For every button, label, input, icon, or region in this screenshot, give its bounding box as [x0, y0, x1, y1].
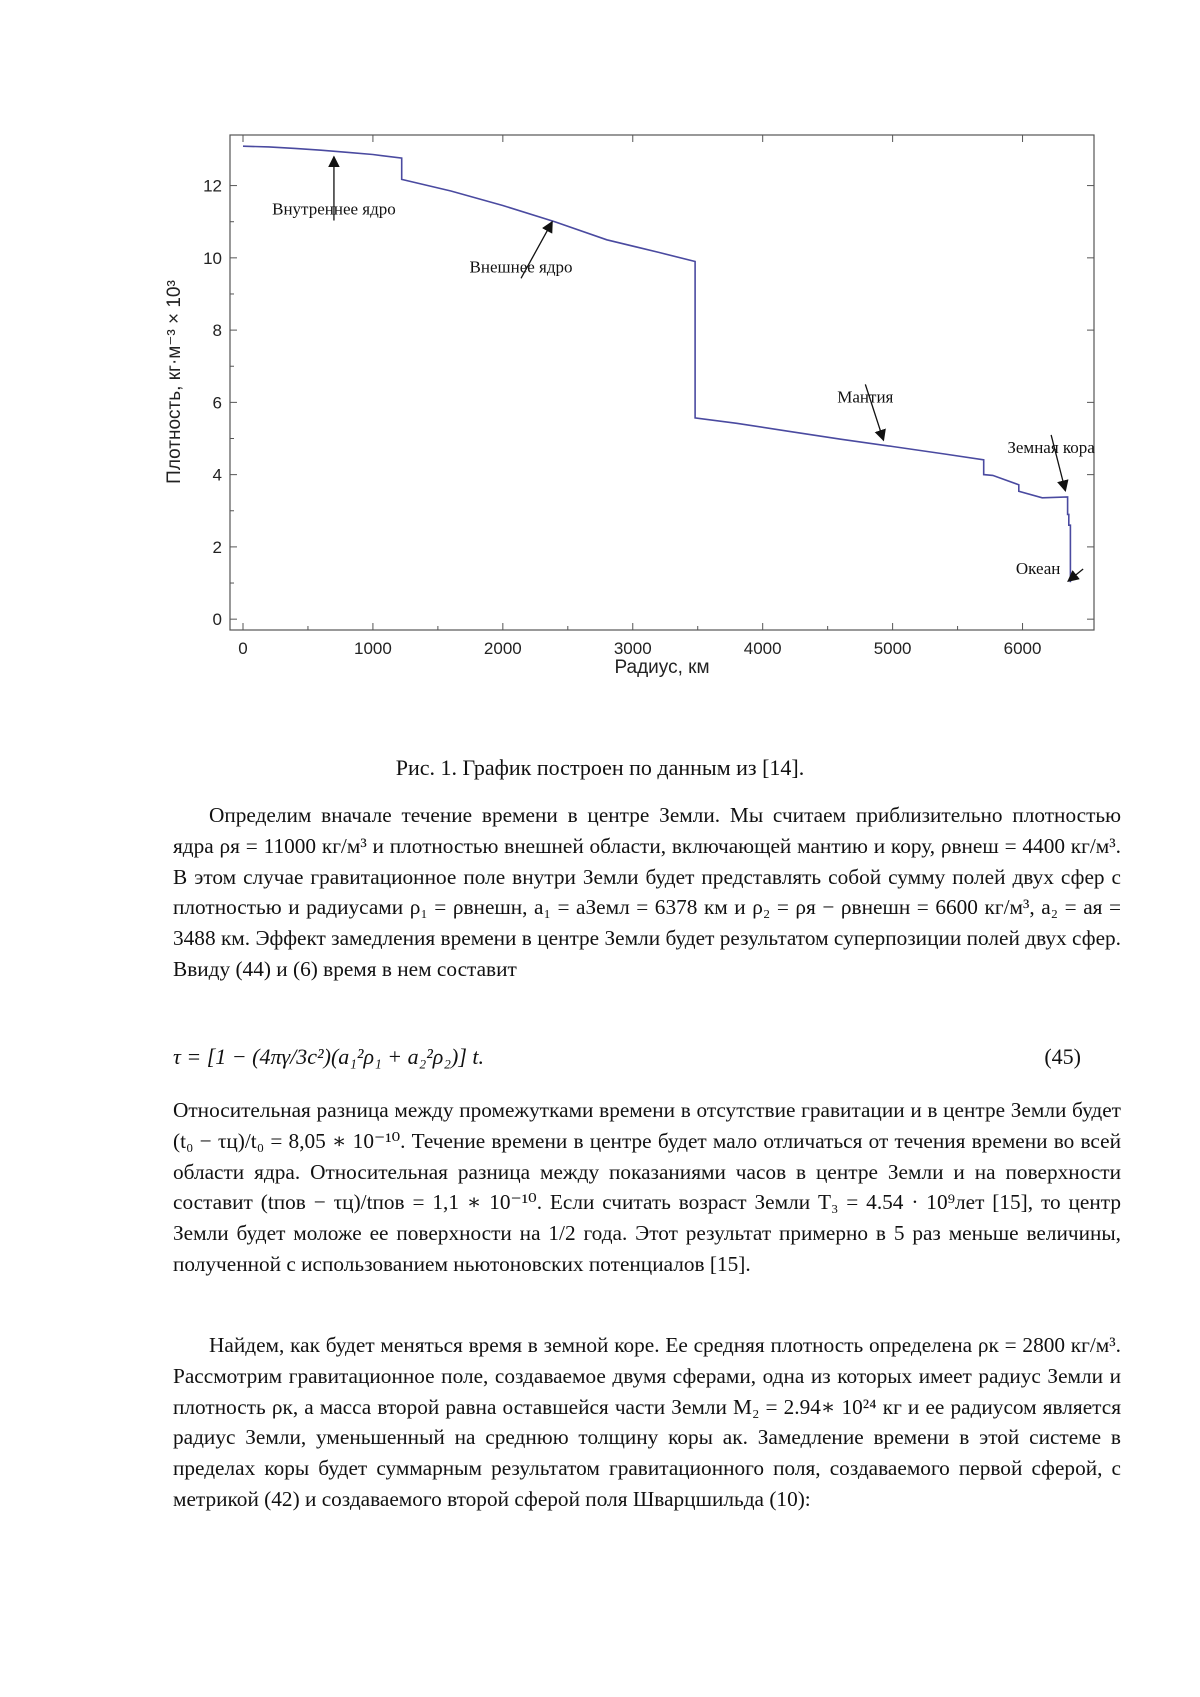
- y-tick-label: 8: [212, 321, 222, 341]
- chart-canvas: [150, 120, 1110, 750]
- x-tick-label: 5000: [873, 639, 912, 658]
- equation-number: (45): [1044, 1044, 1081, 1069]
- equation-45: [173, 1040, 1121, 1080]
- density-chart: [150, 120, 1110, 750]
- paragraph-2-text: Относительная разница между промежутками времени в отсутствие гравитации и в центре Земли будет (t₀ − τц)/t₀ = 8,05 ∗ 10⁻¹⁰. Течение времени в центре будет мало отличаться от течения времени во всей области ядра. Относительная разница между показаниями часов в центре Земли и на поверхности составит (tпов − τц)/tпов = 1,1 ∗ 10⁻¹⁰. Если считать возраст Земли T₃ = 4.54 · 10⁹лет [15], то центр Земли будет моложе ее поверхности на 1/2 года. Этот результат примерно в 5 раз меньше величины, полученной с использованием ньютоновских потенциалов [15].: [173, 1098, 1121, 1276]
- paragraph-1-text: Определим вначале течение времени в центре Земли. Мы считаем приблизительно плотностью ядра ρя = 11000 кг/м³ и плотностью внешней области, включающей мантию и кору, ρвнеш = 4400 кг/м³. В этом случае гравитационное поле внутри Земли будет представлять собой сумму полей двух сфер с плотностью и радиусами ρ₁ = ρвнешн, a₁ = aЗемл = 6378 км и ρ₂ = ρя − ρвнешн = 6600 кг/м³, a₂ = aя = 3488 км. Эффект замедления времени в центре Земли будет результатом суперпозиции полей двух сфер. Ввиду (44) и (6) время в нем составит: [173, 803, 1121, 981]
- y-tick-label: 4: [212, 465, 222, 485]
- x-tick-label: 1000: [354, 639, 392, 658]
- x-tick-label: 0: [238, 639, 248, 658]
- y-tick-label: 0: [212, 610, 222, 630]
- paragraph-3: [173, 1330, 1121, 1515]
- x-tick-label: 6000: [1003, 639, 1042, 658]
- paragraph-2: [173, 1095, 1121, 1280]
- figure-caption: Рис. 1. График построен по данным из [14].: [395, 755, 805, 780]
- x-axis-label: Радиус, км: [614, 657, 710, 678]
- y-tick-label: 6: [212, 393, 222, 413]
- y-axis: [203, 177, 1094, 630]
- annotation-label: Земная кора: [1007, 437, 1095, 457]
- x-tick-label: 4000: [743, 639, 782, 658]
- paragraph-3-text: Найдем, как будет меняться время в земной коре. Ее средняя плотность определена ρк = 2800 кг/м³. Рассмотрим гравитационное поле, создаваемое двумя сферами, одна из которых имеет радиус Земли и плотность ρк, а масса второй равна оставшейся части Земли M₂ = 2.94∗ 10²⁴ кг и ее радиусом является радиус Земли, уменьшенный на среднюю толщину коры aк. Замедление времени в этой системе в пределах коры будет суммарным результатом гравитационного поля, создаваемого первой сферой, с метрикой (42) и создаваемого второй сферой поля Шварцшильда (10):: [173, 1333, 1121, 1511]
- y-axis-label: Плотность, кг·м⁻³ × 10³: [164, 280, 185, 484]
- annotation-label: Внешнее ядро: [469, 257, 573, 277]
- y-tick-label: 12: [203, 176, 222, 196]
- x-tick-label: 2000: [483, 639, 522, 658]
- annotation-label: Внутреннее ядро: [272, 199, 396, 219]
- x-tick-label: 3000: [613, 639, 652, 658]
- y-tick-label: 2: [212, 537, 222, 557]
- annotation-label: Океан: [1015, 558, 1061, 578]
- paragraph-1: [173, 800, 1121, 985]
- equation-formula: τ = [1 − (4πγ/3c²)(a₁²ρ₁ + a₂²ρ₂)] t.: [173, 1044, 485, 1069]
- annotation-label: Мантия: [837, 387, 894, 407]
- annotations: [272, 157, 1095, 582]
- y-tick-label: 10: [203, 248, 222, 268]
